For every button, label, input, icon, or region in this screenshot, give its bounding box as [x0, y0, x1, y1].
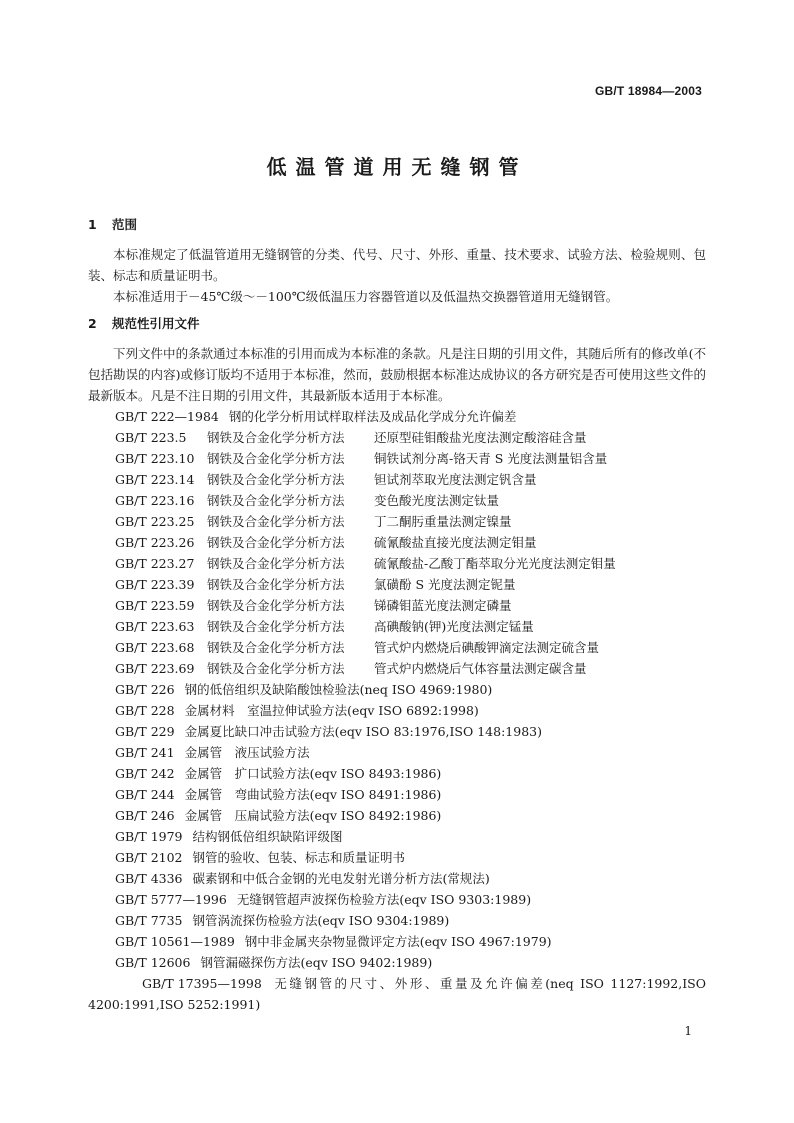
- reference-item: GB/T 7735 钢管涡流探伤检验方法(eqv ISO 9304:1989): [115, 913, 450, 928]
- reference-item: GB/T 223.10 钢铁及合金化学分析方法 铜铁试剂分离-铬天青 S 光度法测量铝含量: [115, 451, 608, 466]
- reference-item: GB/T 223.26 钢铁及合金化学分析方法 硫氰酸盐直接光度法测定钼量: [115, 535, 537, 550]
- document-title: 低温管道用无缝钢管: [266, 155, 528, 179]
- standard-code: GB/T 18984—2003: [594, 84, 702, 98]
- reference-item: GB/T 223.27 钢铁及合金化学分析方法 硫氰酸盐-乙酸丁酯萃取分光光度法测定钼量: [115, 556, 616, 571]
- reference-item: GB/T 246 金属管 压扁试验方法(eqv ISO 8492:1986): [115, 808, 442, 823]
- page-number: 1: [684, 1024, 692, 1038]
- reference-item: GB/T 5777—1996 无缝钢管超声波探伤检验方法(eqv ISO 9303:1989): [115, 892, 532, 907]
- reference-item: GB/T 241 金属管 液压试验方法: [115, 745, 310, 760]
- section-2-heading: [88, 313, 706, 334]
- reference-item: GB/T 223.63 钢铁及合金化学分析方法 高碘酸钠(钾)光度法测定锰量: [115, 619, 534, 634]
- reference-item: GB/T 223.16 钢铁及合金化学分析方法 变色酸光度法测定钛量: [115, 493, 500, 508]
- normative-references-intro: 下列文件中的条款通过本标准的引用而成为本标准的条款。凡是注日期的引用文件，其随后所有的修改单(不包括勘误的内容)或修订版均不适用于本标准，然而，鼓励根据本标准达成协议的各方研究是否可使用这些文件的最新版本。凡是不注日期的引用文件，其最新版本适用于本标准。: [88, 346, 706, 403]
- reference-item: GB/T 2102 钢管的验收、包装、标志和质量证明书: [115, 850, 406, 865]
- reference-item: GB/T 4336 碳素钢和中低合金钢的光电发射光谱分析方法(常规法): [115, 871, 490, 886]
- section-title: 范围: [112, 217, 138, 232]
- reference-item: GB/T 1979 结构钢低倍组织缺陷评级图: [115, 829, 343, 844]
- reference-item: GB/T 12606 钢管漏磁探伤方法(eqv ISO 9402:1989): [115, 955, 433, 970]
- reference-item: GB/T 17395—1998 无缝钢管的尺寸、外形、重量及允许偏差(neq ISO 1127:1992,ISO 4200:1991,ISO 5252:1991): [88, 976, 706, 1012]
- scope-paragraph: 本标准规定了低温管道用无缝钢管的分类、代号、尺寸、外形、重量、技术要求、试验方法、检验规则、包装、标志和质量证明书。: [88, 247, 706, 283]
- scope-paragraph: 本标准适用于－45℃级～－100℃级低温压力容器管道以及低温热交换器管道用无缝钢管。: [113, 289, 619, 304]
- reference-item: GB/T 223.14 钢铁及合金化学分析方法 钽试剂萃取光度法测定钒含量: [115, 472, 537, 487]
- reference-item: GB/T 223.69 钢铁及合金化学分析方法 管式炉内燃烧后气体容量法测定碳含量: [115, 661, 587, 676]
- reference-item: GB/T 223.39 钢铁及合金化学分析方法 氯磺酚 S 光度法测定铌量: [115, 577, 516, 592]
- reference-item: GB/T 226 钢的低倍组织及缺陷酸蚀检验法(neq ISO 4969:1980): [115, 682, 493, 697]
- reference-item: GB/T 223.68 钢铁及合金化学分析方法 管式炉内燃烧后碘酸钾滴定法测定硫含量: [115, 640, 600, 655]
- reference-item: GB/T 228 金属材料 室温拉伸试验方法(eqv ISO 6892:1998): [115, 703, 479, 718]
- reference-item: GB/T 242 金属管 扩口试验方法(eqv ISO 8493:1986): [115, 766, 442, 781]
- section-1-heading: [88, 214, 706, 235]
- reference-item: GB/T 223.25 钢铁及合金化学分析方法 丁二酮肟重量法测定镍量: [115, 514, 512, 529]
- reference-item: GB/T 222—1984 钢的化学分析用试样取样法及成品化学成分允许偏差: [115, 409, 517, 424]
- reference-item: GB/T 223.59 钢铁及合金化学分析方法 锑磷钼蓝光度法测定磷量: [115, 598, 512, 613]
- reference-item: GB/T 223.5 钢铁及合金化学分析方法 还原型硅钼酸盐光度法测定酸溶硅含量: [115, 430, 587, 445]
- section-number: 2: [88, 316, 97, 331]
- document-body: [88, 214, 706, 1015]
- reference-list: [88, 406, 706, 1015]
- reference-item: GB/T 244 金属管 弯曲试验方法(eqv ISO 8491:1986): [115, 787, 442, 802]
- reference-item: GB/T 10561—1989 钢中非金属夹杂物显微评定方法(eqv ISO 4967:1979): [115, 934, 552, 949]
- section-title: 规范性引用文件: [112, 316, 200, 331]
- reference-item: GB/T 229 金属夏比缺口冲击试验方法(eqv ISO 83:1976,ISO 148:1983): [115, 724, 542, 739]
- section-number: 1: [88, 217, 97, 232]
